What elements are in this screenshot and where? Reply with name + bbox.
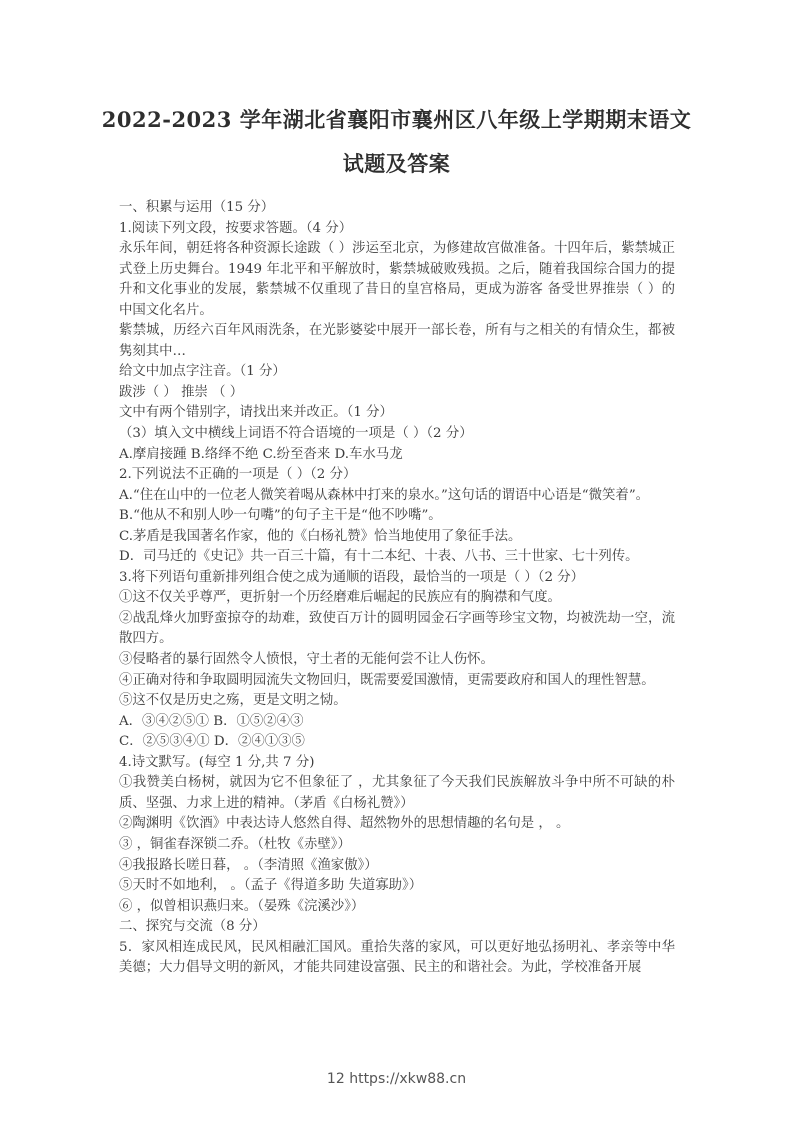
question-5: 5．家风相连成民风，民风相融汇国风。重拾失落的家风，可以更好地弘扬明礼、孝亲等中华美德；大力倡导文明的新风，才能共同建设富强、民主的和谐社会。为此，学校准备开展 <box>119 939 675 976</box>
question-2-option-b: B.“他从不和别人吵一句嘴”的句子主干是“他不吵嘴”。 <box>119 508 442 524</box>
sentence-3: ③侵略者的暴行固然令人愤恨，守土者的无能何尝不让人伤怀。 <box>119 652 494 668</box>
passage-paragraph-1: 永乐年间，朝廷将各种资源长途跋（ ）涉运至北京，为修建故宫做准备。十四年后，紫禁城正式登上历史舞台。1949 年北平和平解放时，紫禁城破败残损。之后，随着我国综合国力的提升和文化事业的发展，紫禁城不仅重现了昔日的皇宫格局，更成为游客 备受世界推崇（ ）的中国文化名片。 <box>119 241 675 318</box>
question-2: 2.下列说法不正确的一项是（ ）（2 分） <box>119 467 357 483</box>
question-2-option-d: D．司马迁的《史记》共一百三十篇，有十二本纪、十表、八书、三十世家、七十列传。 <box>119 549 639 565</box>
subquestion-1: 给文中加点字注音。（1 分） <box>119 364 286 380</box>
dictation-3: ③ ，铜雀春深锁二乔。（杜牧《赤壁》） <box>119 836 351 852</box>
question-3-options-cd: C．②⑤③④① D．②④①③⑤ <box>119 734 305 750</box>
dictation-1: ①我赞美白杨树，就因为它不但象征了 ，尤其象征了今天我们民族解放斗争中所不可缺的朴质、坚强、力求上进的精神。（茅盾《白杨礼赞》） <box>119 775 675 811</box>
page-footer <box>0 1071 793 1087</box>
subquestion-1-blanks: 跋涉（ ） 推崇 （ ） <box>119 384 244 400</box>
dictation-5: ⑤天时不如地利， 。（孟子《得道多助 失道寡助》） <box>119 878 423 894</box>
dictation-2: ②陶渊明《饮酒》中表达诗人悠然自得、超然物外的思想情趣的名句是 ， 。 <box>119 816 570 832</box>
dictation-6: ⑥ ，似曾相识燕归来。（晏殊《浣溪沙》） <box>119 898 365 914</box>
dictation-4: ④我报路长嗟日暮， 。（李清照《渔家傲》） <box>119 857 378 873</box>
subquestion-3-options: A.摩肩接踵 B.络绎不绝 C.纷至沓来 D.车水马龙 <box>119 446 403 462</box>
question-2-option-c: C.茅盾是我国著名作家，他的《白杨礼赞》恰当地使用了象征手法。 <box>119 528 522 544</box>
question-3: 3.将下列语句重新排列组合使之成为通顺的语段，最恰当的一项是（ ）（2 分） <box>119 569 584 585</box>
document-title-line2: 试题及答案 <box>342 151 451 176</box>
section-heading: 一、积累与运用（15 分） <box>119 200 275 215</box>
question-2-option-a: A.“住在山中的一位老人微笑着喝从森林中打来的泉水。”这句话的谓语中心语是“微笑着”。 <box>119 487 650 503</box>
sentence-2: ②战乱烽火加野蛮掠夺的劫难，致使百万计的圆明园金石字画等珍宝文物，均被洗劫一空，流散四方。 <box>119 610 675 647</box>
document-title-line1: 2022-2023 学年湖北省襄阳市襄州区八年级上学期期末语文 <box>101 107 692 132</box>
question-1: 1.阅读下列文段，按要求答题。（4 分） <box>119 220 353 236</box>
page-number: 12 <box>326 1071 345 1087</box>
section-heading-2: 二、探究与交流（8 分） <box>119 919 266 935</box>
footer-url: https://xkw88.cn <box>349 1071 467 1087</box>
question-4: 4.诗文默写。(每空 1 分,共 7 分) <box>119 754 315 770</box>
sentence-5: ⑤这不仅是历史之殇，更是文明之恸。 <box>119 693 347 709</box>
subquestion-3: （3）填入文中横线上词语不符合语境的一项是（ ）（2 分） <box>119 426 473 442</box>
sentence-1: ①这不仅关乎尊严，更折射一个历经磨难后崛起的民族应有的胸襟和气度。 <box>119 590 561 606</box>
question-3-options-ab: A．③④②⑤① B．①⑤②④③ <box>119 713 304 729</box>
subquestion-2: 文中有两个错别字，请找出来并改正。（1 分） <box>119 405 393 421</box>
sentence-4: ④正确对待和争取圆明园流失文物回归，既需要爱国激情，更需要政府和国人的理性智慧。 <box>119 672 655 688</box>
document-body <box>119 198 675 979</box>
passage-paragraph-2: 紫禁城，历经六百年风雨洗条，在光影婆娑中展开一部长卷，所有与之相关的有情众生，都被隽刻其中… <box>119 323 675 359</box>
